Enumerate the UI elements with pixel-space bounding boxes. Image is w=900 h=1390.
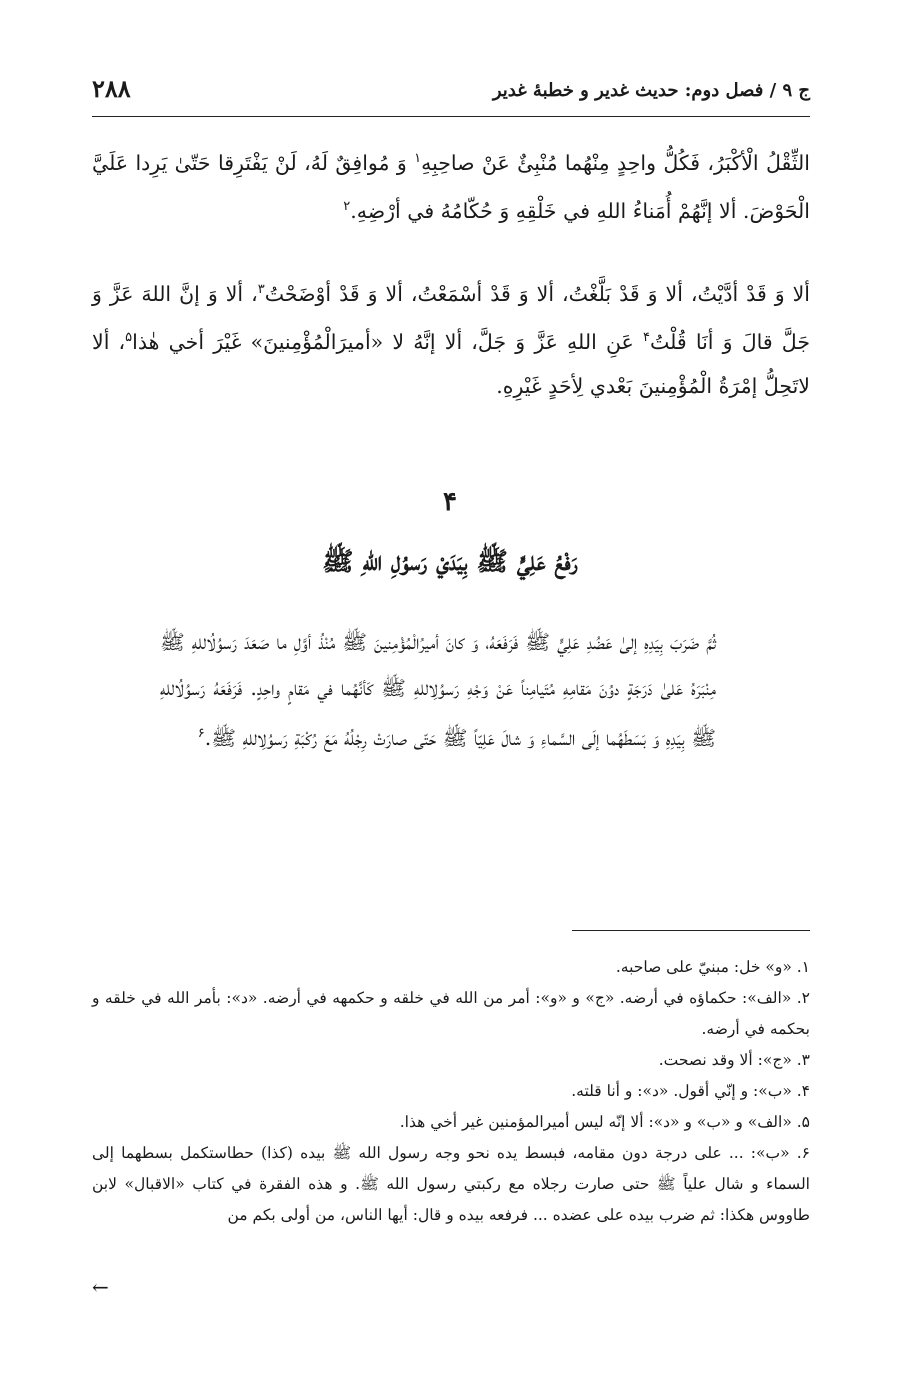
section-number: ۴ [443, 487, 457, 517]
footnote-6: ۶. «ب»: ... على درجة دون مقامه، فبسط يده نحو وجه رسول الله ﷺ بيده (كذا) حطاستكمل بسطهما إلى السماء و شال علياً ﷺ حتى صارت رجلاه مع ركبتي رسول الله ﷺ. و هذه الفقرة في كتاب «الاقبال» لابن طاووس هكذا: ثم ضرب بيده على عضده ... فرفعه بيده و قال: أيها الناس، من أولى بكم من [92, 1144, 810, 1224]
footnote-1: ١. «و» خل: مبنيّ على صاحبه. [615, 958, 810, 976]
footnote-separator [572, 930, 810, 931]
footnotes [92, 952, 810, 1231]
footnote-ref-2[interactable]: ٢ [343, 198, 351, 214]
footnote-ref-4[interactable]: ۴ [642, 329, 650, 345]
running-head: ج ۹ / فصل دوم: حدیث غدیر و خطبهٔ غدیر [492, 80, 810, 101]
footnote-2: ٢. «الف»: حكماؤه في أرضه. «ج» و «و»: أمر من الله في خلقه و حكمهه في أرضه. «د»: بأمر الله في خلقه و بحكمه في أرضه. [92, 989, 810, 1038]
para1-text-2: وَ مُوافِقٌ لَهُ، لَنْ يَفْتَرِقا حَتّىٰ يَرِدا عَلَيَّ الْحَوْضَ. ألا إنَّهُمْ أُمَناءُ اللهِ في خَلْقِهِ وَ حُكّامُهُ في أرْضِهِ. [92, 150, 810, 223]
footnote-4: ۴. «ب»: و إنّي أقول. «د»: و أنا قلته. [571, 1082, 810, 1100]
continuation-arrow-icon: ← [92, 1275, 109, 1299]
para2-text-2: ، ألا وَ إنَّ اللهَ عَزَّ وَ جَلَّ قالَ وَ أنَا قُلْتُ [92, 281, 810, 354]
section-title: رَفْعُ عَلِيٍّ ﷺ بِيَدَيْ رَسوُلِ اللهِ ﷺ [322, 547, 578, 577]
page-number: ۲۸۸ [92, 74, 131, 103]
para2-text-1: ألا وَ قَدْ أدَّيْتُ، ألا وَ قَدْ بَلَّغْتُ، ألا وَ قَدْ أسْمَعْتُ، ألا وَ قَدْ أوْضَحْتُ [264, 281, 810, 306]
footnote-3: ٣. «ج»: ألا وقد نصحت. [658, 1051, 810, 1069]
footnote-ref-1[interactable]: ١ [414, 151, 422, 166]
footnote-ref-5[interactable]: ۵ [125, 329, 133, 345]
footnote-ref-6[interactable]: ۶ [197, 726, 205, 741]
para2-text-3: عَنِ اللهِ عَزَّ وَ جَلَّ، ألا إنَّهُ لا «أميرَالْمُؤْمِنينَ» غَيْرَ أخي هٰذا [132, 329, 643, 354]
footnote-5: ۵. «الف» و «ب» و «د»: ألا إنّه ليس أميرالمؤمنين غير أخي هذا. [399, 1113, 810, 1131]
body-paragraph-2 [92, 268, 810, 408]
body-paragraph-1 [92, 137, 810, 233]
footnote-ref-3[interactable]: ٣ [257, 282, 265, 297]
page-header [92, 60, 810, 117]
para1-text-1: الثِّقْلُ الْأكْبَرُ، فَكُلُّ واحِدٍ مِنْهُما مُنْبِئٌ عَنْ صاحِبِهِ [421, 150, 810, 175]
hadith-text: ثُمَّ ضَرَبَ بِيَدِهِ إلىٰ عَضُدِ عَلِيٍّ ﷺ فَرَفَعَهُ، وَ كانَ أميرُالْمُؤْمِنينَ ﷺ مُنْذُ أوَّلِ ما صَعَدَ رَسوُلُاللهِ ﷺ مِنْبَرَهُ عَلىٰ دَرَجَةٍ دوُنَ مَقامِهِ مُتَيامِناً عَنْ وَجْهِ رَسوُلِاللهِ ﷺ كَأنَّهُما في مَقامٍ واحِدٍ. فَرَفَعَهُ رَسوُلُاللهِ ﷺ بِيَدِهِ وَ بَسَطَهُما إلَى السَّماءِ وَ شالَ عَلِيّاً ﷺ حَتّى صارَتْ رِجْلُهُ مَعَ رُكْبَةِ رَسوُلِاللهِ ﷺ. [160, 630, 716, 750]
para2-text-4: ، ألا لاتَحِلُّ إمْرَةُ الْمُؤْمِنينَ بَعْدي لِأحَدٍ غَيْرِهِ. [92, 329, 810, 398]
hadith-paragraph [160, 619, 716, 761]
